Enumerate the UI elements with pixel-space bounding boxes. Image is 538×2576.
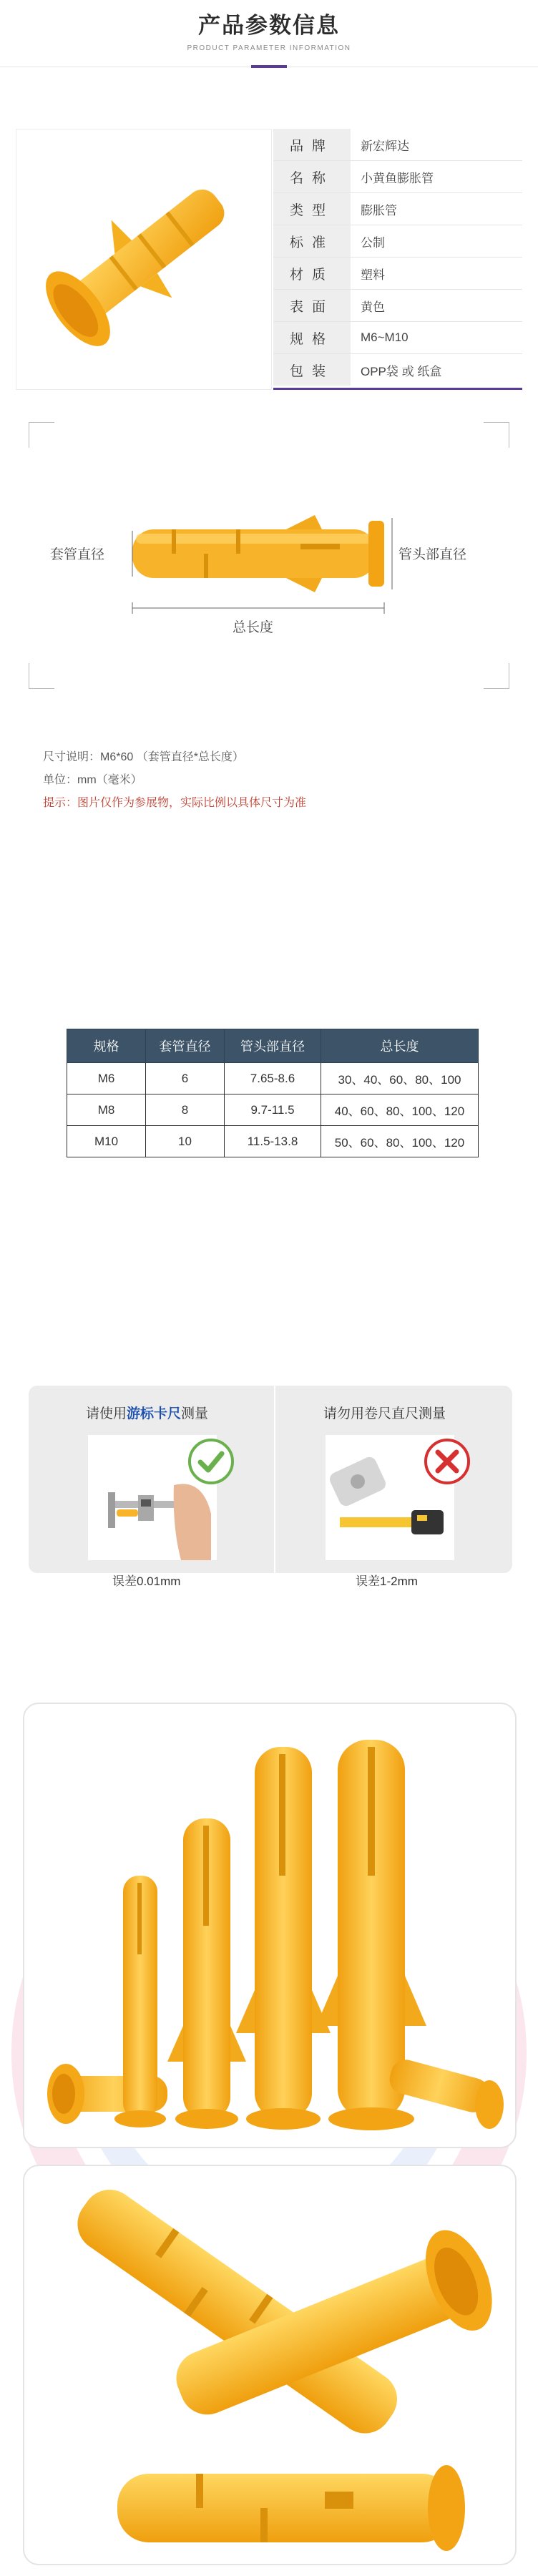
product-image — [16, 129, 272, 390]
param-label: 表面 — [273, 290, 351, 321]
measurement-divider — [274, 1386, 275, 1573]
param-label: 规格 — [273, 322, 351, 353]
table-cell: 11.5-13.8 — [225, 1126, 321, 1157]
param-row-brand — [273, 129, 522, 161]
param-row-name — [273, 161, 522, 193]
param-value: 公制 — [361, 235, 385, 250]
param-value: 膨胀管 — [361, 203, 397, 217]
col-header: 管头部直径 — [225, 1029, 321, 1063]
frame-corner — [29, 422, 54, 448]
table-cell: 8 — [146, 1094, 225, 1126]
caliper-instruction-em: 游标卡尺 — [127, 1406, 182, 1421]
table-cell: 7.65-8.6 — [225, 1063, 321, 1094]
param-label: 标准 — [273, 225, 351, 257]
param-value: 黄色 — [361, 300, 385, 314]
size-description: 尺寸说明：M6*60 （套管直径*总长度） — [43, 751, 244, 763]
param-value: 塑料 — [361, 268, 385, 282]
warning-note: 提示：图片仅作为参展物，实际比例以具体尺寸为准 — [43, 797, 307, 809]
tape-error-caption: 误差1-2mm — [356, 1575, 418, 1588]
page-subtitle: PRODUCT PARAMETER INFORMATION — [187, 44, 351, 52]
photo-panel-closeup — [23, 2165, 517, 2565]
frame-corner — [484, 422, 509, 448]
param-label: 品牌 — [273, 129, 351, 160]
param-value: OPP袋 或 纸盒 — [361, 364, 442, 378]
table-cell: 30、40、60、80、100 — [321, 1063, 479, 1094]
param-label: 类型 — [273, 193, 351, 225]
col-header: 套管直径 — [146, 1029, 225, 1063]
frame-corner — [29, 663, 54, 689]
caliper-instruction-pre: 请使用 — [86, 1406, 127, 1421]
total-length-label: 总长度 — [233, 620, 274, 635]
param-row-material — [273, 258, 522, 290]
table-cell: 9.7-11.5 — [225, 1094, 321, 1126]
parameter-table-underline — [273, 388, 522, 390]
table-cell: 50、60、80、100、120 — [321, 1126, 479, 1157]
table-cell: 6 — [146, 1063, 225, 1094]
spec-table — [67, 1029, 479, 1157]
plugs-sizes-illustration — [24, 1704, 515, 2147]
caliper-instruction — [86, 1403, 208, 1422]
col-header: 规格 — [67, 1029, 146, 1063]
param-row-surface — [273, 290, 522, 322]
param-value: M6~M10 — [361, 330, 409, 344]
table-row — [67, 1063, 479, 1094]
page-title: 产品参数信息 — [198, 13, 340, 38]
col-header: 总长度 — [321, 1029, 479, 1063]
frame-corner — [484, 663, 509, 689]
wall-plug-illustration — [16, 129, 271, 389]
caliper-error-caption: 误差0.01mm — [112, 1575, 181, 1588]
param-label: 包装 — [273, 354, 351, 386]
tape-instruction: 请勿用卷尺直尺测量 — [323, 1406, 446, 1421]
table-row — [67, 1094, 479, 1126]
unit-note: 单位：mm（毫米） — [43, 774, 142, 786]
plugs-closeup-illustration — [24, 2166, 515, 2564]
table-cell: M6 — [67, 1063, 146, 1094]
param-row-standard — [273, 225, 522, 258]
table-cell: M10 — [67, 1126, 146, 1157]
table-cell: 40、60、80、100、120 — [321, 1094, 479, 1126]
param-row-spec — [273, 322, 522, 354]
param-label: 名称 — [273, 161, 351, 192]
sleeve-diameter-label: 套管直径 — [50, 547, 105, 562]
table-row — [67, 1126, 479, 1157]
param-row-package — [273, 354, 522, 386]
param-value: 新宏辉达 — [361, 139, 409, 153]
head-diameter-label: 管头部直径 — [398, 547, 467, 562]
table-cell: 10 — [146, 1126, 225, 1157]
table-cell: M8 — [67, 1094, 146, 1126]
check-icon — [187, 1438, 235, 1485]
param-row-type — [273, 193, 522, 225]
photo-panel-sizes — [23, 1703, 517, 2148]
caliper-instruction-post: 测量 — [181, 1406, 209, 1421]
param-label: 材质 — [273, 258, 351, 289]
param-value: 小黄鱼膨胀管 — [361, 171, 434, 185]
spec-table-header — [67, 1029, 479, 1063]
header-accent-bar — [251, 65, 287, 68]
parameter-table — [273, 129, 522, 386]
cross-icon — [424, 1438, 471, 1485]
